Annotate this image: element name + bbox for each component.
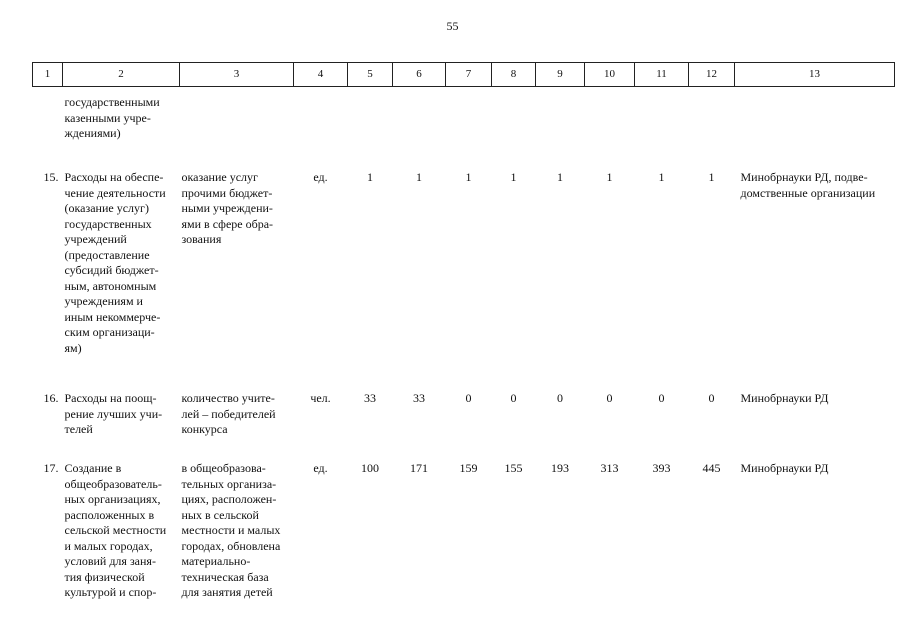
- indicator-line: ными учреждени-: [181, 201, 273, 215]
- name-line: учреждениям и: [64, 294, 143, 308]
- name-line: государственных: [64, 216, 152, 231]
- value-cell-6: 1: [416, 170, 422, 184]
- name-line: и малых городах,: [64, 538, 153, 553]
- value-cell-9: 193: [551, 461, 569, 475]
- name-line: казенными учре-: [64, 110, 151, 125]
- indicator-cell: [180, 170, 294, 391]
- name-cell: [63, 87, 180, 171]
- name-line: расположенных в: [64, 507, 155, 522]
- executor-line: Минобрнауки РД, подве-: [740, 170, 868, 184]
- name-line: ным, автономным: [64, 278, 157, 293]
- name-line: субсидий бюджет-: [64, 263, 159, 277]
- column-header-11: 11: [635, 63, 689, 87]
- unit-cell: чел.: [310, 391, 331, 405]
- indicator-cell: [180, 461, 294, 611]
- indicator-line: местности и малых: [181, 523, 281, 537]
- column-header-7: 7: [446, 63, 492, 87]
- name-line: рение лучших учи-: [64, 406, 163, 421]
- column-header-4: 4: [294, 63, 348, 87]
- value-cell-8: 1: [510, 170, 517, 184]
- value-cell-7: 159: [459, 461, 478, 475]
- name-line: (предоставление: [64, 247, 150, 262]
- column-header-3: 3: [180, 63, 294, 87]
- executor-line: домственные организации: [740, 185, 876, 200]
- executor-line: Минобрнауки РД: [740, 391, 829, 405]
- value-cell-12: 445: [702, 461, 721, 475]
- name-line: сельской местности: [64, 523, 167, 537]
- column-header-12: 12: [689, 63, 735, 87]
- value-cell-9: 1: [557, 170, 563, 184]
- name-line: иным некоммерче-: [64, 309, 161, 324]
- name-line: ским организаци-: [64, 325, 155, 339]
- program-table: [32, 62, 895, 611]
- name-line: культурой и спор-: [64, 585, 157, 599]
- row-number-cell: 15.: [43, 170, 59, 184]
- row-number-cell: 16.: [43, 391, 59, 405]
- indicator-line: количество учите-: [181, 391, 275, 405]
- name-line: условий для заня-: [64, 554, 156, 568]
- name-line: (оказание услуг): [64, 201, 149, 215]
- value-cell-5: 1: [367, 170, 373, 184]
- indicator-line: циях, расположен-: [181, 492, 277, 506]
- indicator-line: оказание услуг: [181, 170, 258, 184]
- executor-cell: [735, 461, 895, 611]
- value-cell-10: 0: [606, 391, 613, 405]
- value-cell-12: 1: [708, 170, 715, 184]
- value-cell-11: 0: [658, 391, 665, 405]
- value-cell-6: 33: [413, 391, 425, 405]
- executor-cell: [735, 170, 895, 391]
- value-cell-8: 155: [504, 461, 523, 475]
- name-cell: [63, 461, 180, 611]
- column-header-13: 13: [735, 63, 895, 87]
- table-row-continuation: [33, 87, 895, 171]
- name-cell: [63, 170, 180, 391]
- unit-cell: ед.: [313, 461, 328, 475]
- name-line: ных организациях,: [64, 492, 161, 506]
- indicator-line: городах, обновлена: [181, 538, 281, 553]
- table-header-row: [33, 63, 895, 87]
- value-cell-11: 393: [652, 461, 671, 475]
- value-cell-5: 33: [364, 391, 376, 405]
- value-cell-9: 0: [557, 391, 563, 405]
- indicator-cell: [180, 391, 294, 461]
- value-cell-7: 0: [465, 391, 472, 405]
- indicator-line: зования: [181, 232, 222, 246]
- column-header-5: 5: [348, 63, 393, 87]
- indicator-line: для занятия детей: [181, 585, 273, 599]
- value-cell-12: 0: [708, 391, 715, 405]
- indicator-line: конкурса: [181, 422, 228, 436]
- indicator-line: прочими бюджет-: [181, 185, 273, 200]
- name-line: Создание в: [64, 461, 122, 475]
- name-line: ждениями): [64, 126, 121, 140]
- value-cell-6: 171: [410, 461, 428, 475]
- indicator-line: в общеобразова-: [181, 461, 266, 475]
- name-line: Расходы на обеспе-: [64, 170, 164, 184]
- table-row: [33, 170, 895, 391]
- name-line: чение деятельности: [64, 185, 166, 200]
- table-row: [33, 461, 895, 611]
- value-cell-11: 1: [658, 170, 665, 184]
- name-line: Расходы на поощ-: [64, 391, 157, 405]
- page-number: 55: [446, 19, 459, 33]
- indicator-line: ями в сфере обра-: [181, 216, 274, 231]
- executor-cell: [735, 391, 895, 461]
- table-row: [33, 391, 895, 461]
- name-line: тия физической: [64, 569, 145, 584]
- name-line: ям): [64, 340, 82, 355]
- value-cell-8: 0: [510, 391, 517, 405]
- name-line: учреждений: [64, 232, 127, 246]
- row-number-cell: [33, 87, 63, 171]
- row-number-cell: 17.: [43, 461, 59, 475]
- value-cell-10: 313: [600, 461, 619, 475]
- value-cell-5: 100: [361, 461, 379, 475]
- value-cell-10: 1: [606, 170, 613, 184]
- indicator-line: техническая база: [181, 569, 269, 584]
- column-header-8: 8: [492, 63, 536, 87]
- name-line: государственными: [64, 95, 160, 109]
- indicator-line: лей – победителей: [181, 406, 276, 421]
- name-line: общеобразователь-: [64, 476, 162, 491]
- column-header-1: 1: [33, 63, 63, 87]
- column-header-2: 2: [63, 63, 180, 87]
- indicator-line: ных в сельской: [181, 507, 259, 522]
- indicator-line: материально-: [181, 554, 251, 568]
- unit-cell: ед.: [313, 170, 328, 184]
- column-header-9: 9: [536, 63, 585, 87]
- value-cell-7: 1: [465, 170, 472, 184]
- executor-line: Минобрнауки РД: [740, 461, 829, 475]
- column-header-6: 6: [393, 63, 446, 87]
- column-header-10: 10: [585, 63, 635, 87]
- name-cell: [63, 391, 180, 461]
- name-line: телей: [64, 422, 93, 436]
- indicator-line: тельных организа-: [181, 476, 277, 491]
